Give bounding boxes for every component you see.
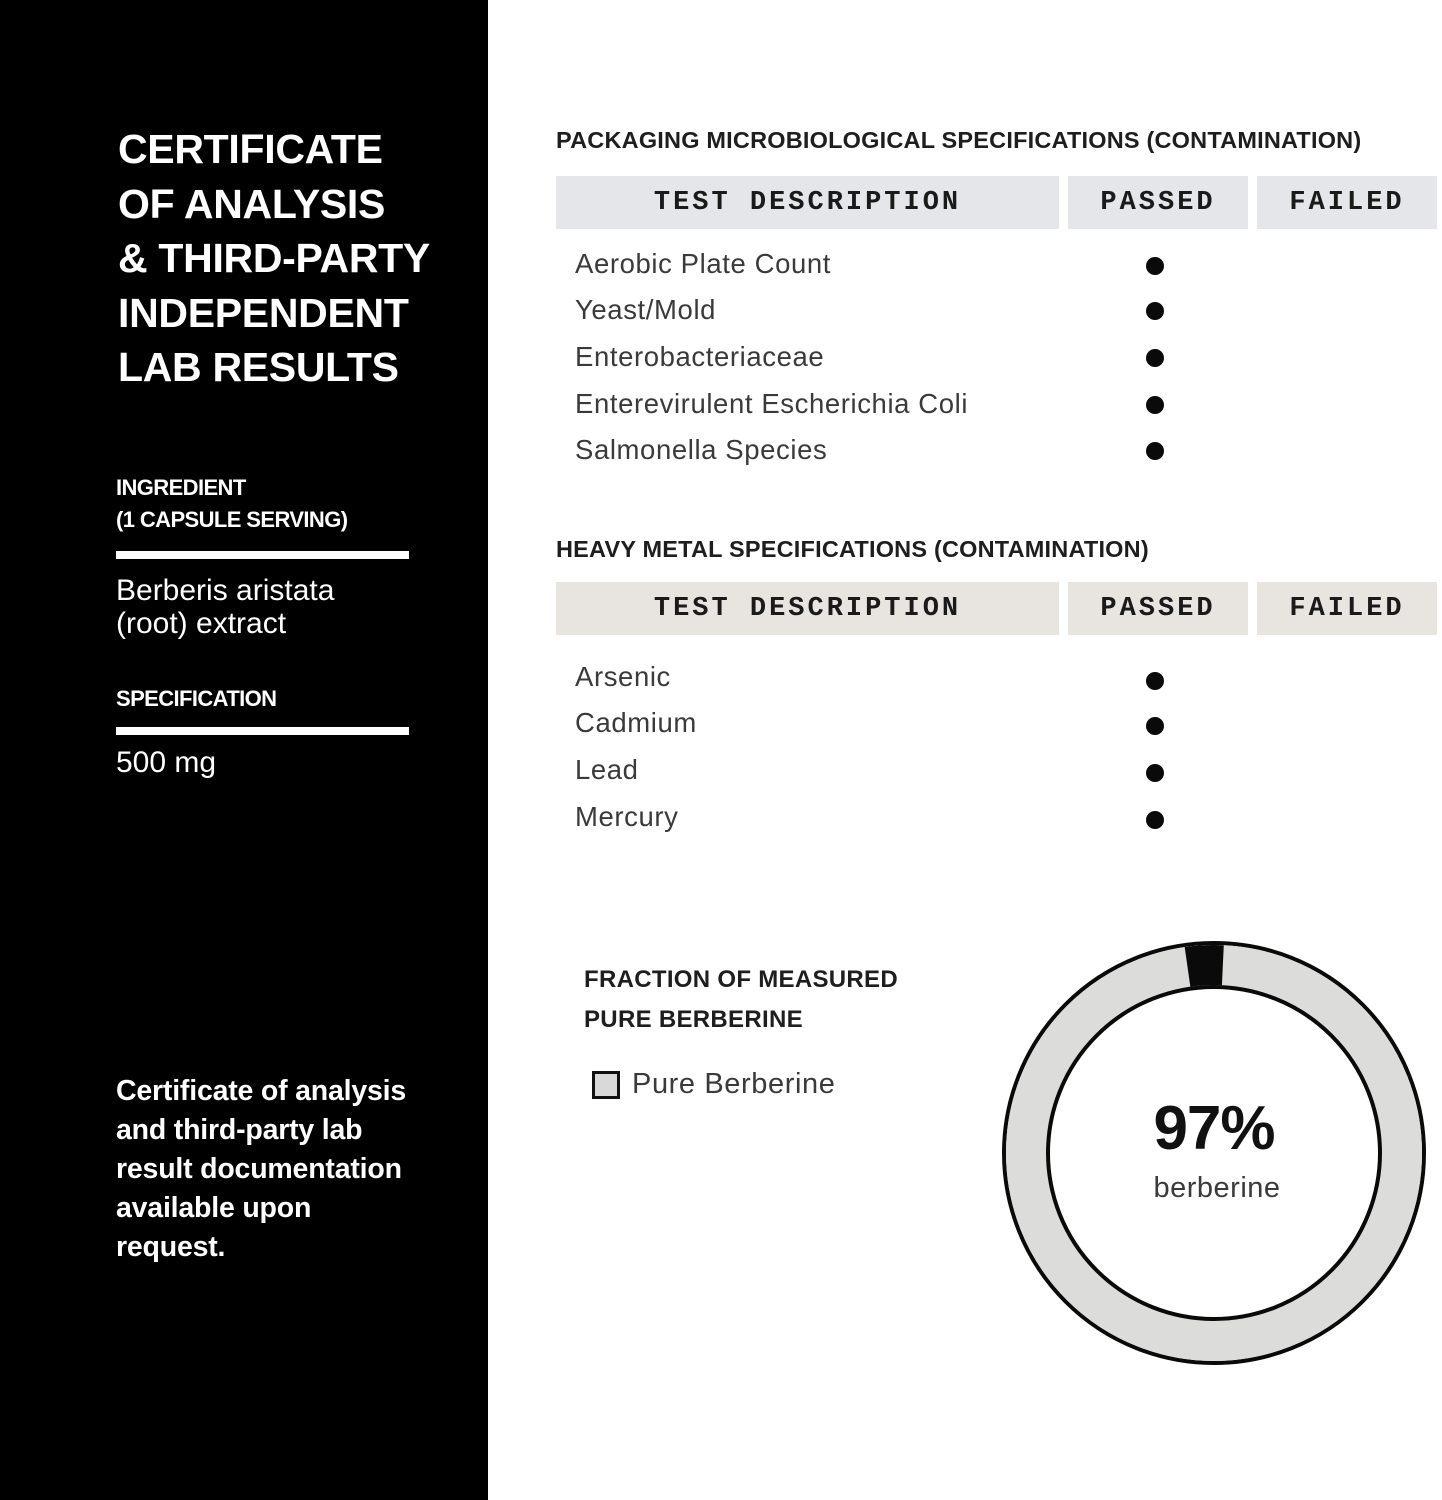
- passed-indicator: [1146, 811, 1164, 829]
- passed-indicator: [1146, 672, 1164, 690]
- page-title: CERTIFICATE OF ANALYSIS & THIRD-PARTY INDEPENDENT LAB RESULTS: [118, 126, 430, 390]
- ingredient-value: Berberis aristata (root) extract: [116, 574, 335, 640]
- passed-indicator: [1146, 349, 1164, 367]
- legend: [592, 1068, 835, 1101]
- table-row-label: Lead: [575, 754, 639, 785]
- availability-note: Certificate of analysis and third-party lab result documentation available upon request.: [116, 1075, 407, 1263]
- specification-value: 500 mg: [116, 746, 217, 779]
- table-row-label: Salmonella Species: [575, 434, 828, 465]
- ingredient-divider: [116, 551, 409, 559]
- table-row-label: Aerobic Plate Count: [575, 248, 831, 279]
- donut-other-segment: [1185, 945, 1224, 987]
- specification-divider: [116, 727, 409, 735]
- legend-label: Pure Berberine: [632, 1068, 836, 1100]
- header-failed: FAILED: [1257, 176, 1437, 229]
- header-failed: FAILED: [1257, 582, 1437, 635]
- table-row-label: Arsenic: [575, 661, 671, 692]
- table-row-label: Yeast/Mold: [575, 294, 717, 325]
- passed-indicator: [1146, 442, 1164, 460]
- specification-label: SPECIFICATION: [116, 686, 277, 711]
- table-row-label: Enterobacteriaceae: [575, 341, 825, 372]
- donut-value: 97%: [1153, 1094, 1275, 1163]
- legend-swatch: [592, 1071, 620, 1099]
- microbiological-section-title: PACKAGING MICROBIOLOGICAL SPECIFICATIONS (CONTAMINATION): [556, 127, 1362, 153]
- donut-caption: berberine: [1153, 1172, 1281, 1204]
- sidebar: [0, 0, 488, 1500]
- passed-indicator: [1146, 302, 1164, 320]
- passed-indicator: [1146, 257, 1164, 275]
- table-row-label: Mercury: [575, 801, 679, 832]
- header-passed: PASSED: [1068, 582, 1248, 635]
- header-test-description: TEST DESCRIPTION: [556, 176, 1059, 229]
- passed-indicator: [1146, 396, 1164, 414]
- header-test-description: TEST DESCRIPTION: [556, 582, 1059, 635]
- table-row-label: Enterevirulent Escherichia Coli: [575, 388, 969, 419]
- table-row-label: Cadmium: [575, 707, 697, 738]
- heavy-metal-section-title: HEAVY METAL SPECIFICATIONS (CONTAMINATION): [556, 536, 1149, 562]
- fraction-title: FRACTION OF MEASURED PURE BERBERINE: [584, 966, 898, 1033]
- passed-indicator: [1146, 717, 1164, 735]
- header-passed: PASSED: [1068, 176, 1248, 229]
- passed-indicator: [1146, 764, 1164, 782]
- ingredient-label: INGREDIENT (1 CAPSULE SERVING): [116, 475, 348, 532]
